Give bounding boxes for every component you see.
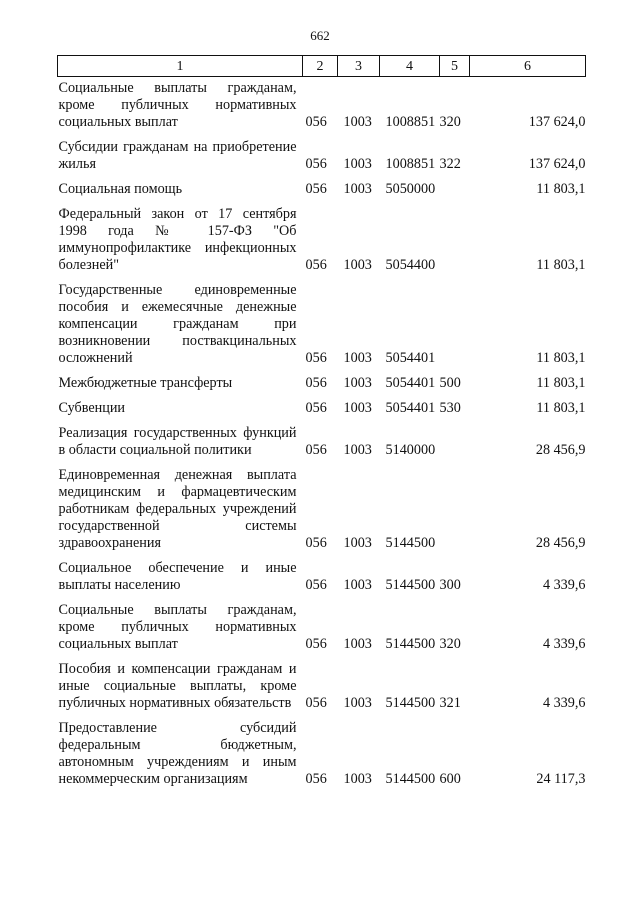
table-row [58,274,586,367]
table-row [58,77,586,132]
section-code: 1003 [343,577,372,593]
target-article-code: 5144500 [385,771,436,787]
section-code: 1003 [343,350,372,366]
table-row [58,131,586,173]
department-code: 056 [305,375,327,391]
department-code: 056 [305,400,327,416]
target-article-code: 1008851 [385,114,436,130]
expense-type-code: 300 [439,577,461,593]
target-article-code: 5144500 [385,577,436,593]
expense-type-code: 321 [439,695,461,711]
column-header: 4 [380,56,440,77]
expense-type-code: 322 [439,156,461,172]
table-row [58,367,586,392]
amount: 28 456,9 [535,535,586,551]
table-header-row [58,56,586,77]
target-article-code: 5144500 [385,636,436,652]
target-article-code: 1008851 [385,156,436,172]
row-name: Социальное обеспечение и иные выплаты населению [58,560,297,593]
section-code: 1003 [343,695,372,711]
section-code: 1003 [343,771,372,787]
target-article-code: 5050000 [385,181,436,197]
department-code: 056 [305,535,327,551]
row-name: Реализация государственных функций в области социальной политики [58,425,297,458]
target-article-code: 5144500 [385,535,436,551]
row-name: Единовременная денежная выплата медицинским и фармацевтическим работникам федеральных учреждений государственной системы здравоохранения [58,467,297,551]
expense-type-code: 600 [439,771,461,787]
row-name: Субвенции [58,400,126,416]
row-name: Социальная помощь [58,181,183,197]
expense-type-code [440,459,470,552]
target-article-code: 5054401 [385,375,436,391]
expense-type-code [440,417,470,459]
target-article-code: 5054401 [385,350,436,366]
table-row [58,712,586,788]
amount: 28 456,9 [535,442,586,458]
table-body [58,77,586,789]
table-row [58,594,586,653]
amount: 4 339,6 [542,577,586,593]
expense-type-code: 320 [439,114,461,130]
amount: 137 624,0 [528,114,586,130]
department-code: 056 [305,577,327,593]
section-code: 1003 [343,400,372,416]
table-row [58,173,586,198]
amount: 11 803,1 [536,350,586,366]
column-header: 6 [470,56,586,77]
amount: 11 803,1 [536,257,586,273]
section-code: 1003 [343,442,372,458]
table-row [58,653,586,712]
row-name: Субсидии гражданам на приобретение жилья [58,139,297,172]
column-header: 5 [440,56,470,77]
section-code: 1003 [343,181,372,197]
row-name: Пособия и компенсации гражданам и иные социальные выплаты, кроме публичных нормативных обязательств [58,661,297,711]
amount: 4 339,6 [542,636,586,652]
table-row [58,198,586,274]
column-header: 3 [338,56,380,77]
amount: 11 803,1 [536,375,586,391]
budget-table [57,55,586,788]
section-code: 1003 [343,636,372,652]
row-name: Государственные единовременные пособия и ежемесячные денежные компенсации гражданам при возникновении поствакцинальных осложнений [58,282,297,366]
page-number: 662 [310,28,330,43]
row-name: Предоставление субсидий федеральным бюджетным, автономным учреждениям и иным некоммерческим организациям [58,720,297,787]
amount: 4 339,6 [542,695,586,711]
column-header: 1 [58,56,303,77]
row-name: Федеральный закон от 17 сентября 1998 года № 157-ФЗ "Об иммунопрофилактике инфекционных болезней" [58,206,297,273]
department-code: 056 [305,442,327,458]
department-code: 056 [305,636,327,652]
expense-type-code [440,173,470,198]
expense-type-code: 320 [439,636,461,652]
amount: 11 803,1 [536,181,586,197]
section-code: 1003 [343,156,372,172]
department-code: 056 [305,156,327,172]
table-row [58,552,586,594]
department-code: 056 [305,695,327,711]
expense-type-code: 500 [439,375,461,391]
target-article-code: 5140000 [385,442,436,458]
amount: 24 117,3 [536,771,586,787]
target-article-code: 5054400 [385,257,436,273]
table-row [58,392,586,417]
department-code: 056 [305,114,327,130]
department-code: 056 [305,257,327,273]
row-name: Межбюджетные трансферты [58,375,233,391]
department-code: 056 [305,181,327,197]
table-row [58,459,586,552]
department-code: 056 [305,771,327,787]
target-article-code: 5144500 [385,695,436,711]
amount: 11 803,1 [536,400,586,416]
section-code: 1003 [343,257,372,273]
expense-type-code: 530 [439,400,461,416]
target-article-code: 5054401 [385,400,436,416]
column-header: 2 [303,56,338,77]
section-code: 1003 [343,114,372,130]
section-code: 1003 [343,535,372,551]
section-code: 1003 [343,375,372,391]
table-row [58,417,586,459]
expense-type-code [440,274,470,367]
row-name: Социальные выплаты гражданам, кроме публичных нормативных социальных выплат [58,602,297,652]
row-name: Социальные выплаты гражданам, кроме публичных нормативных социальных выплат [58,80,297,130]
expense-type-code [440,198,470,274]
department-code: 056 [305,350,327,366]
amount: 137 624,0 [528,156,586,172]
